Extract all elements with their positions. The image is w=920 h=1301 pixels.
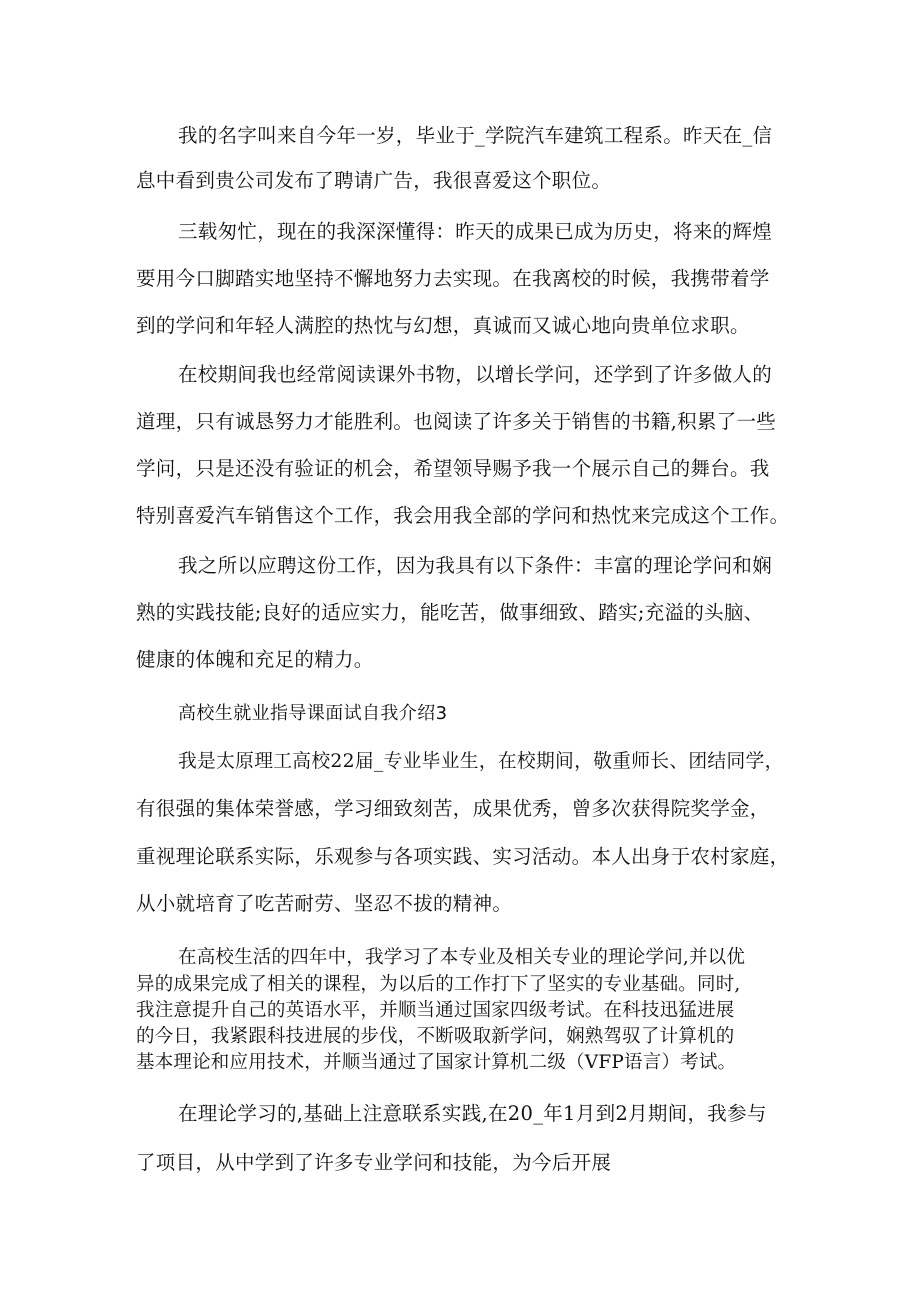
paragraph-line: 在校期间我也经常阅读课外书物，以增长学问，还学到了许多做人的 [178, 363, 773, 386]
paragraph-line: 我是太原理工高校22届_专业毕业生，在校期间，敬重师长、团结同学， [178, 751, 784, 772]
paragraph-line: 我之所以应聘这份工作，因为我具有以下条件：丰富的理论学问和娴 [178, 554, 773, 577]
paragraph-line: 了项目，从中学到了许多专业学问和技能，为今后开展 [136, 1151, 612, 1174]
paragraph-line: 健康的体魄和充足的精力。 [136, 648, 374, 671]
paragraph-line: 息中看到贵公司发布了聘请广告，我很喜爱这个职位。 [136, 169, 612, 192]
paragraph-line: 异的成果完成了相关的课程，为以后的工作打下了坚实的专业基础。同时, [136, 974, 741, 995]
paragraph-line: 我的名字叫来自今年一岁，毕业于_学院汽车建筑工程系。昨天在_信 [178, 124, 773, 147]
paragraph-line: 从小就培育了吃苦耐劳、坚忍不拔的精神。 [136, 892, 513, 915]
paragraph-line: 我注意提升自己的英语水平，并顺当通过国家四级考试。在科技迅猛进展 [136, 1000, 735, 1021]
paragraph-line: 基本理论和应用技术，并顺当通过了国家计算机二级（VFP语言）考试。 [136, 1052, 737, 1073]
section-heading: 高校生就业指导课面试自我介绍3 [178, 703, 448, 724]
paragraph-line: 在理论学习的,基础上注意联系实践,在20_年1月到2月期间，我参与 [178, 1102, 767, 1125]
paragraph-line: 道理，只有诚恳努力才能胜利。也阅读了许多关于销售的书籍,积累了一些 [136, 410, 777, 433]
paragraph-line: 三载匆忙，现在的我深深懂得：昨天的成果已成为历史，将来的辉煌 [178, 220, 773, 243]
paragraph-line: 学问，只是还没有验证的机会，希望领导赐予我一个展示自己的舞台。我 [136, 457, 770, 480]
paragraph-line: 的今日，我紧跟科技进展的步伐，不断吸取新学问，娴熟驾驭了计算机的 [136, 1026, 735, 1047]
paragraph-line: 有很强的集体荣誉感，学习细致刻苦，成果优秀，曾多次获得院奖学金， [136, 797, 770, 820]
paragraph-line: 要用今口脚踏实地坚持不懈地努力去实现。在我离校的时候，我携带着学 [136, 267, 770, 290]
paragraph-line: 在高校生活的四年中，我学习了本专业及相关专业的理论学问,并以优 [178, 947, 746, 968]
paragraph-line: 重视理论联系实际，乐观参与各项实践、实习活动。本人出身于农村家庭， [136, 845, 790, 868]
paragraph-line: 特别喜爱汽车销售这个工作，我会用我全部的学问和热忱来完成这个工作。 [136, 504, 790, 527]
paragraph-line: 熟的实践技能;良好的适应实力，能吃苦，做事细致、踏实;充溢的头脑、 [136, 601, 764, 624]
paragraph-line: 到的学问和年轻人满腔的热忱与幻想，真诚而又诚心地向贵单位求职。 [136, 314, 750, 337]
